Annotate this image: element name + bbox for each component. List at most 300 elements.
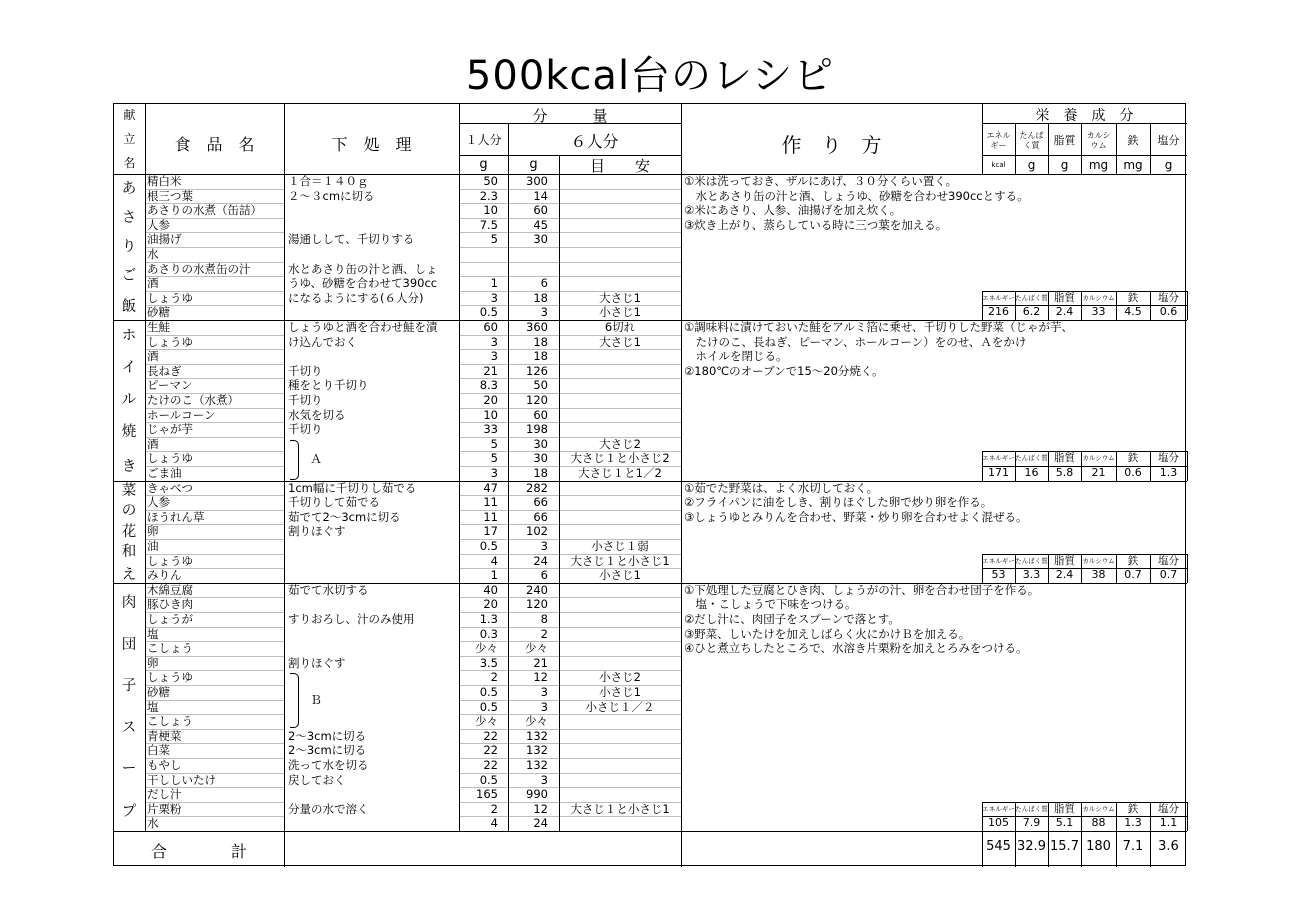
- food-name: こしょう: [147, 714, 193, 729]
- rule-line: [459, 539, 681, 540]
- amount-one: 7.5: [479, 217, 498, 232]
- method-step: ①米は洗っておき、ザルにあげ、３０分くらい置く。: [684, 174, 958, 188]
- rule-line: [145, 597, 284, 598]
- amount-one: 4: [490, 553, 498, 568]
- food-name: ホールコーン: [147, 407, 216, 422]
- column-line: [681, 831, 682, 867]
- rule-line: [145, 232, 284, 233]
- nutrient-label: たんぱ く質: [1019, 131, 1044, 150]
- amount-six: 30: [533, 436, 548, 451]
- column-line: [459, 104, 460, 174]
- column-line: [1015, 123, 1016, 174]
- nutrient-unit: g: [1164, 158, 1173, 172]
- meyasu: 大さじ１と小さじ1: [570, 801, 670, 816]
- column-line: [1081, 123, 1082, 174]
- column-line: [508, 123, 509, 174]
- rule-line: [459, 155, 681, 156]
- food-name: あさりの水煮缶の汁: [147, 261, 251, 276]
- prep-note: 千切り: [288, 363, 323, 378]
- amount-one: 40: [483, 582, 498, 597]
- amount-six: 21: [533, 655, 548, 670]
- column-line: [459, 583, 460, 831]
- food-name: 長ねぎ: [147, 363, 182, 378]
- prep-note: になるようにする(６人分): [288, 290, 424, 305]
- food-name: 油揚げ: [147, 232, 182, 247]
- kondate-header-char: 献: [123, 108, 136, 122]
- column-line: [508, 320, 509, 481]
- rule-line: [459, 641, 681, 642]
- rule-line: [459, 349, 681, 350]
- column-line: [681, 174, 682, 320]
- amount-six: 30: [533, 232, 548, 247]
- prep-note: 洗って水を切る: [288, 758, 369, 772]
- nutrient-value: 0.7: [1124, 568, 1142, 582]
- total-value: 15.7: [1050, 839, 1079, 854]
- food-name: 人参: [147, 217, 170, 232]
- amount-six: 132: [526, 743, 548, 758]
- column-line: [145, 481, 146, 583]
- dish-name-char: さ: [121, 209, 137, 226]
- prep-note: 割りほぐす: [288, 655, 346, 670]
- nutrient-value: 1.3: [1159, 466, 1178, 479]
- rule-line: [459, 524, 681, 525]
- prep-note: 水とあさり缶の汁と酒、しょ: [288, 261, 438, 276]
- rule-line: [145, 758, 284, 759]
- nutrient-small-label: 脂質: [1054, 802, 1075, 815]
- rule-line: [459, 393, 681, 394]
- total-label: 合 計: [150, 842, 247, 861]
- rule-line: [459, 364, 681, 365]
- rule-line: [145, 451, 284, 452]
- prep-note: 種をとり千切り: [288, 378, 369, 393]
- column-line: [559, 155, 560, 174]
- meyasu: 大さじ1: [599, 290, 641, 305]
- prep-note: 2～3cmに切る: [288, 728, 367, 743]
- prep-note: 湯通しして、千切りする: [288, 232, 415, 247]
- rule-line: [145, 349, 284, 350]
- nutrient-small-label: カルシウム: [1082, 804, 1115, 813]
- rule-line: [982, 123, 1187, 124]
- nutrient-small-label: 脂質: [1054, 291, 1075, 304]
- column-line: [1187, 451, 1188, 480]
- dish-name-char: り: [121, 239, 137, 255]
- amount-six: 3: [540, 539, 548, 553]
- prep-note: 戻しておく: [288, 772, 346, 787]
- nutrient-small-label: たんぱく質: [1015, 556, 1048, 565]
- amount-one: 17: [483, 524, 498, 539]
- nutrient-value: 16: [1024, 466, 1039, 479]
- amount-one: 22: [483, 728, 498, 743]
- brace-bracket: [290, 673, 299, 727]
- dish-name-char: あ: [121, 180, 137, 197]
- rule-line: [459, 408, 681, 409]
- food-name: 干ししいたけ: [147, 772, 216, 787]
- nutrient-value: 1.1: [1159, 816, 1178, 830]
- method-step: ③炊き上がり、蒸らしている時に三つ葉を加える。: [684, 217, 948, 232]
- rule-line: [145, 656, 284, 657]
- rule-line: [459, 597, 681, 598]
- rule-line: [145, 787, 284, 788]
- nutrient-value: 21: [1091, 466, 1106, 479]
- amount-one: 33: [483, 422, 498, 437]
- nutrient-small-label: カルシウム: [1082, 556, 1115, 565]
- column-line: [508, 481, 509, 583]
- dish-name-char: ホ: [121, 328, 137, 345]
- prep-note: 千切り: [288, 393, 323, 407]
- unit-g-six: g: [529, 157, 538, 172]
- amount-six: 240: [526, 582, 548, 597]
- food-name: 酒: [147, 436, 159, 451]
- dish-name-char: の: [121, 503, 137, 520]
- rule-line: [459, 276, 681, 277]
- nutrient-value: 171: [988, 466, 1009, 479]
- dish-name-char: 団: [121, 636, 137, 653]
- method-step: 塩・こしょうで下味をつける。: [684, 597, 857, 612]
- amount-one: 22: [483, 743, 498, 758]
- meyasu: 大さじ１と1／2: [578, 466, 662, 480]
- food-name: ごま油: [147, 466, 182, 480]
- amount-one: 0.5: [479, 699, 498, 714]
- amount-one: 3.5: [479, 655, 498, 670]
- food-name: 生鮭: [147, 320, 170, 334]
- rule-line: [145, 495, 284, 496]
- dish-name-char: 焼: [121, 424, 137, 441]
- food-name: 水: [147, 816, 159, 831]
- meyasu: 小さじ１／２: [585, 699, 655, 714]
- rule-line: [145, 247, 284, 248]
- rule-line: [145, 393, 284, 394]
- amount-six: 少々: [525, 714, 548, 729]
- food-name: しょうゆ: [147, 334, 193, 349]
- nutrient-small-label: 鉄: [1127, 554, 1139, 567]
- rule-line: [982, 155, 1187, 156]
- rule-line: [459, 203, 681, 204]
- rule-line: [145, 378, 284, 379]
- rule-line: [459, 305, 681, 306]
- nutrient-label: 脂質: [1053, 134, 1076, 147]
- amount-six: 198: [526, 422, 548, 437]
- amount-six: 132: [526, 728, 548, 743]
- amount-one: 50: [483, 174, 498, 188]
- dish-name-char: え: [121, 566, 137, 583]
- amount-one: 20: [483, 393, 498, 407]
- nutrient-small-label: 塩分: [1158, 554, 1179, 567]
- column-line: [1048, 123, 1049, 174]
- rule-line: [459, 437, 681, 438]
- amount-six: 18: [533, 334, 548, 349]
- amount-one: 3: [490, 349, 498, 364]
- total-value: 180: [1086, 839, 1111, 854]
- six-person-header: ６人分: [570, 132, 619, 151]
- nutrient-value: 2.4: [1055, 568, 1074, 582]
- amount-one: 2: [490, 670, 498, 685]
- method-step: ②だし汁に、肉団子をスプーンで落とす。: [684, 612, 900, 626]
- rule-line: [459, 773, 681, 774]
- amount-six: 102: [526, 524, 548, 539]
- dish-name-char: ー: [121, 760, 137, 777]
- rule-line: [459, 247, 681, 248]
- amount-six: 12: [533, 801, 548, 816]
- nutrient-label: 鉄: [1127, 134, 1139, 147]
- amount-one: 0.5: [479, 772, 498, 787]
- page-title: 500kcal台のレシピ: [465, 53, 835, 99]
- amount-one: 少々: [475, 714, 498, 729]
- food-name: じゃが芋: [147, 422, 193, 437]
- rule-line: [145, 773, 284, 774]
- rule-line: [145, 335, 284, 336]
- amount-six: 24: [533, 553, 548, 568]
- nutrient-small-label: エネルギー: [982, 804, 1015, 813]
- food-name: 卵: [147, 524, 159, 539]
- amount-six: 8: [540, 612, 548, 626]
- nutrient-small-label: カルシウム: [1082, 293, 1115, 302]
- amount-one: 4: [490, 816, 498, 831]
- amount-one: 3: [490, 466, 498, 480]
- nutrient-small-label: エネルギー: [982, 556, 1015, 565]
- rule-line: [145, 627, 284, 628]
- prep-note: 茹でて水切する: [288, 582, 369, 597]
- prep-note: しょうゆと酒を合わせ鮭を漬: [288, 320, 438, 334]
- amount-header: 分 量: [532, 107, 608, 125]
- method-step: ②米にあさり、人参、油揚げを加え炊く。: [684, 203, 902, 218]
- nutrient-unit: kcal: [991, 161, 1006, 169]
- amount-one: 0.5: [479, 685, 498, 699]
- rule-line: [459, 422, 681, 423]
- nutrient-value: 7.9: [1022, 816, 1041, 830]
- column-line: [145, 174, 146, 320]
- prep-note: け込んでおく: [288, 334, 357, 349]
- nutrient-small-label: 塩分: [1158, 452, 1179, 465]
- food-name: 砂糖: [147, 685, 170, 699]
- food-name: しょうゆ: [147, 290, 193, 305]
- amount-one: 47: [483, 480, 498, 495]
- column-line: [284, 831, 285, 867]
- amount-six: 30: [533, 451, 548, 466]
- amount-one: 1: [490, 276, 498, 291]
- amount-six: 60: [533, 203, 548, 218]
- meyasu: 小さじ1: [599, 305, 641, 320]
- nutrient-small-label: 鉄: [1127, 291, 1139, 304]
- prep-note: 茹でて2～3cmに切る: [288, 509, 401, 524]
- food-name: きゃべつ: [147, 480, 193, 495]
- column-line: [1150, 123, 1151, 174]
- nutrient-small-label: たんぱく質: [1015, 804, 1048, 813]
- amount-one: 3: [490, 290, 498, 305]
- amount-six: 282: [526, 480, 548, 495]
- group-label: Ｂ: [310, 692, 323, 707]
- column-line: [1187, 554, 1188, 583]
- meyasu: 大さじ1: [599, 334, 641, 349]
- rule-line: [145, 714, 284, 715]
- rule-line: [459, 743, 681, 744]
- nutrient-value: 2.4: [1055, 305, 1074, 319]
- column-line: [982, 104, 983, 174]
- nutrient-value: 4.5: [1124, 305, 1142, 319]
- rule-line: [459, 218, 681, 219]
- food-name: 人参: [147, 495, 170, 510]
- column-line: [559, 320, 560, 481]
- column-line: [1187, 291, 1188, 320]
- nutrient-small-label: エネルギー: [982, 293, 1015, 302]
- prep-header: 下 処 理: [331, 135, 412, 154]
- amount-six: 120: [526, 393, 548, 407]
- meyasu: 小さじ１弱: [591, 539, 649, 553]
- nutrient-value: 5.8: [1055, 466, 1074, 479]
- amount-one: 10: [483, 407, 498, 422]
- prep-note: 1cm幅に千切りし茹でる: [288, 480, 417, 495]
- method-step: ①茹でた野菜は、よく水切しておく。: [684, 480, 879, 495]
- column-line: [508, 174, 509, 320]
- nutrient-small-label: たんぱく質: [1015, 293, 1048, 302]
- amount-one: 少々: [475, 641, 498, 656]
- rule-line: [145, 305, 284, 306]
- food-name: みりん: [147, 568, 182, 583]
- nutrient-unit: mg: [1123, 158, 1143, 172]
- amount-one: 165: [476, 787, 498, 802]
- amount-one: 5: [490, 451, 498, 466]
- amount-six: 66: [533, 509, 548, 524]
- nutrient-value: 53: [991, 568, 1006, 582]
- rule-line: [145, 743, 284, 744]
- nutrient-value: 3.3: [1022, 568, 1041, 582]
- amount-one: 0.5: [479, 539, 498, 553]
- prep-note: 分量の水で溶く: [288, 801, 369, 816]
- amount-six: 18: [533, 290, 548, 305]
- nutrition-header: 栄 養 成 分: [1035, 108, 1134, 124]
- dish-name-char: 花: [121, 523, 137, 540]
- rule-line: [145, 802, 284, 803]
- rule-line: [459, 262, 681, 263]
- method-step: たけのこ、長ねぎ、ピーマン、ホールコーン）をのせ、Ａをかけ: [684, 334, 1027, 349]
- rule-line: [459, 729, 681, 730]
- food-name: ほうれん草: [147, 509, 205, 524]
- food-name: あさりの水煮（缶詰）: [147, 203, 262, 218]
- method-step: ②フライパンに油をしき、割りほぐした卵で炒り卵を作る。: [684, 495, 993, 510]
- food-name-header: 食 品 名: [174, 135, 255, 154]
- food-name: しょうゆ: [147, 553, 193, 568]
- amount-one: 1.3: [479, 612, 498, 626]
- brace-bracket: [290, 440, 299, 480]
- dish-name-char: き: [121, 458, 137, 475]
- rule-line: [459, 656, 681, 657]
- rule-line: [145, 641, 284, 642]
- meyasu: 大さじ2: [599, 436, 641, 451]
- food-name: 青梗菜: [147, 728, 182, 743]
- rule-line: [459, 670, 681, 671]
- nutrient-small-label: 塩分: [1158, 291, 1179, 304]
- rule-line: [459, 714, 681, 715]
- prep-note: ２～３cmに切る: [288, 188, 375, 203]
- column-line: [284, 104, 285, 174]
- amount-six: 18: [533, 349, 548, 364]
- method-step: ④ひと煮立ちしたところで、水溶き片栗粉を加えとろみをつける。: [684, 641, 1028, 656]
- rule-line: [459, 335, 681, 336]
- amount-one: 0.3: [479, 626, 498, 641]
- amount-six: 6: [540, 276, 548, 291]
- amount-one: 20: [483, 597, 498, 612]
- amount-six: 126: [526, 363, 548, 378]
- prep-note: うゆ、砂糖を合わせて390cc: [288, 276, 438, 291]
- column-line: [681, 481, 682, 583]
- rule-line: [145, 729, 284, 730]
- recipe-table: [113, 103, 1186, 866]
- nutrient-value: 5.1: [1055, 816, 1074, 830]
- nutrient-unit: mg: [1088, 158, 1109, 172]
- total-value: 32.9: [1017, 839, 1046, 854]
- amount-one: 5: [490, 436, 498, 451]
- method-header: 作 り 方: [781, 133, 882, 157]
- dish-name-char: プ: [121, 804, 137, 821]
- amount-six: 18: [533, 466, 548, 480]
- rule-line: [145, 816, 284, 817]
- prep-note: 水気を切る: [288, 407, 346, 422]
- food-name: ピーマン: [147, 378, 193, 393]
- column-line: [284, 481, 285, 583]
- column-line: [284, 174, 285, 320]
- rule-line: [459, 612, 681, 613]
- nutrient-label: カルシ ウム: [1086, 131, 1111, 150]
- amount-six: 2: [540, 626, 548, 641]
- amount-six: 990: [526, 787, 548, 802]
- meyasu: 6切れ: [604, 320, 636, 334]
- nutrient-label: エネル ギー: [986, 131, 1011, 150]
- nutrient-value: 6.2: [1022, 305, 1041, 319]
- food-name: 根三つ葉: [147, 188, 193, 203]
- amount-six: 3: [540, 305, 548, 320]
- rule-line: [459, 451, 681, 452]
- nutrient-small-label: エネルギー: [982, 454, 1015, 463]
- amount-one: 11: [483, 509, 498, 524]
- rule-line: [145, 364, 284, 365]
- amount-six: 132: [526, 758, 548, 772]
- food-name: しょうゆ: [147, 670, 193, 685]
- nutrient-value: 105: [988, 816, 1009, 830]
- food-name: しょうが: [147, 612, 193, 626]
- food-name: 豚ひき肉: [147, 597, 193, 612]
- column-line: [559, 481, 560, 583]
- nutrient-small-label: 脂質: [1054, 554, 1075, 567]
- column-line: [145, 320, 146, 481]
- column-line: [508, 583, 509, 831]
- rule-line: [459, 802, 681, 803]
- rule-line: [145, 437, 284, 438]
- amount-one: 22: [483, 758, 498, 772]
- amount-six: 45: [533, 217, 548, 232]
- rule-line: [459, 232, 681, 233]
- nutrient-small-label: カルシウム: [1082, 454, 1115, 463]
- kondate-header-char: 名: [123, 156, 136, 170]
- prep-note: 2～3cmに切る: [288, 743, 367, 758]
- rule-line: [459, 189, 681, 190]
- food-name: こしょう: [147, 641, 193, 656]
- prep-note: １合＝１４０ｇ: [288, 174, 369, 188]
- food-name: 水: [147, 247, 159, 261]
- column-line: [145, 104, 146, 174]
- amount-six: 3: [540, 685, 548, 699]
- food-name: 塩: [147, 626, 159, 641]
- method-step: ①調味料に漬けておいた鮭をアルミ箔に乗せ、千切りした野菜（じゃが芋、: [684, 320, 1074, 334]
- method-step: ②180℃のオーブンで15～20分焼く。: [684, 363, 884, 378]
- food-name: 精白米: [147, 174, 182, 188]
- rule-line: [145, 189, 284, 190]
- rule-line: [459, 685, 681, 686]
- food-name: しょうゆ: [147, 451, 193, 466]
- amount-six: 14: [533, 188, 548, 203]
- group-label: Ａ: [310, 451, 323, 466]
- nutrient-unit: g: [1027, 158, 1036, 172]
- rule-line: [145, 685, 284, 686]
- method-step: ③野菜、しいたけを加えしばらく火にかけＢを加える。: [684, 626, 971, 641]
